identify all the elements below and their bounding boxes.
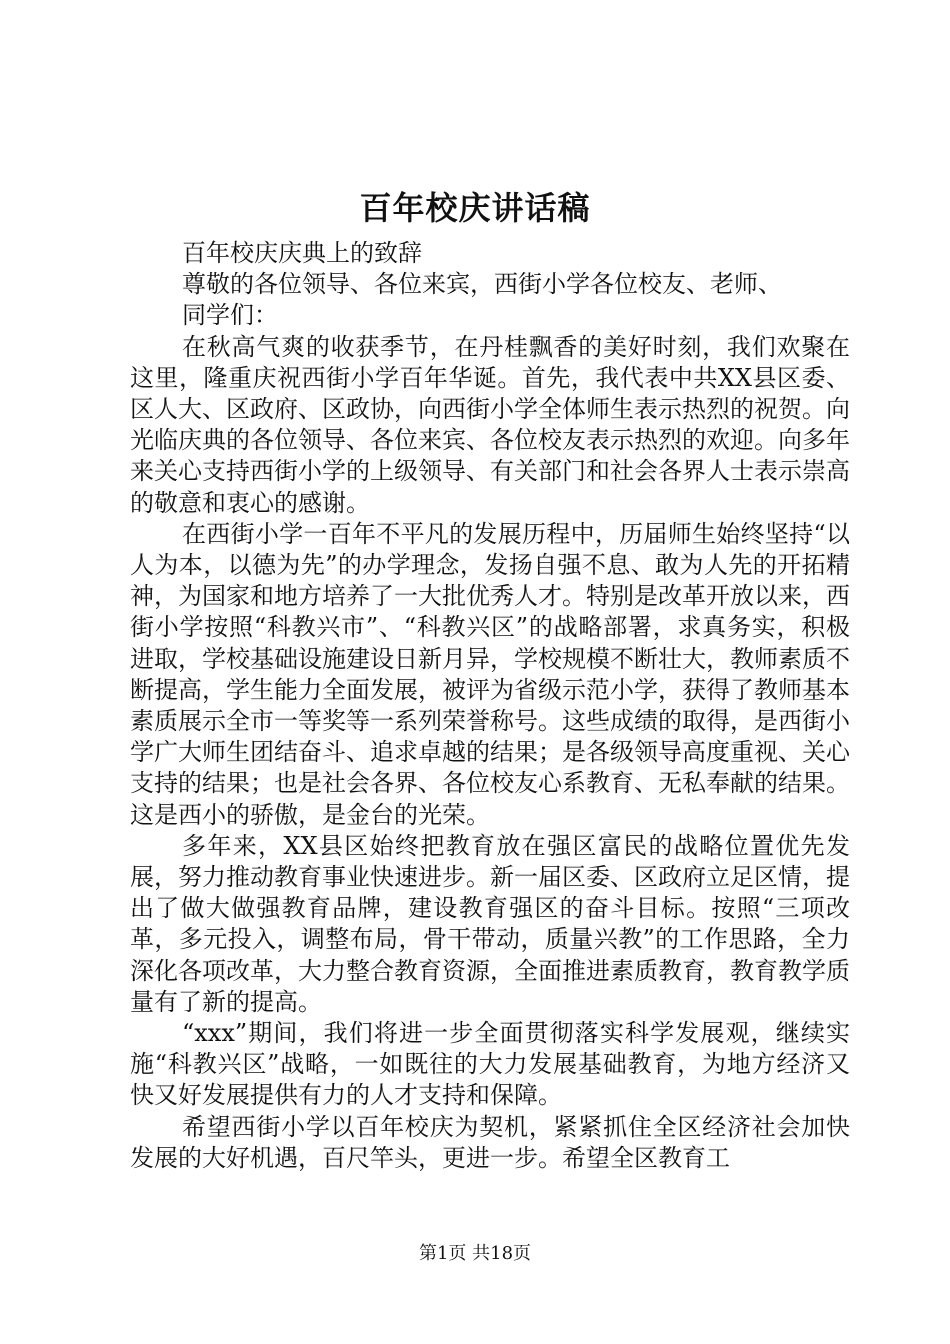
paragraph-hope: 希望西街小学以百年校庆为契机，紧紧抓住全区经济社会加快发展的大好机遇，百尺竿头，更进一步。希望全区教育工 <box>130 1112 850 1172</box>
document-title: 百年校庆讲话稿 <box>359 189 591 227</box>
paragraph-history: 在西街小学一百年不平凡的发展历程中，历届师生始终坚持“以人为本，以德为先”的办学理念，发扬自强不息、敢为人先的开拓精神，为国家和地方培养了一大批优秀人才。特别是改革开放以来，西街小学按照“科教兴市”、“科教兴区”的战略部署，求真务实，积极进取，学校基础设施建设日新月异，学校规模不断壮大，教师素质不断提高，学生能力全面发展，被评为省级示范小学，获得了教师基本素质展示全市一等奖等一系列荣誉称号。这些成绩的取得，是西街小学广大师生团结奋斗、追求卓越的结果；是各级领导高度重视、关心支持的结果；也是社会各界、各位校友心系教育、无私奉献的结果。这是西小的骄傲，是金台的光荣。 <box>130 519 850 829</box>
paragraph-salutation: 尊敬的各位领导、各位来宾，西街小学各位校友、老师、 <box>182 270 782 299</box>
paragraph-salutation-cont: 同学们： <box>182 301 278 330</box>
paragraph-opening: 在秋高气爽的收获季节，在丹桂飘香的美好时刻，我们欢聚在这里，隆重庆祝西街小学百年华诞。首先，我代表中共XX县区委、区人大、区政府、区政协，向西街小学全体师生表示热烈的祝贺。向光临庆典的各位领导、各位来宾、各位校友表示热烈的欢迎。向多年来关心支持西街小学的上级领导、有关部门和社会各界人士表示崇高的敬意和衷心的感谢。 <box>130 332 850 517</box>
page-footer: 第1页 共18页 <box>418 1243 532 1264</box>
paragraph-plan: “xxx”期间，我们将进一步全面贯彻落实科学发展观，继续实施“科教兴区”战略，一如既往的大力发展基础教育，为地方经济又快又好发展提供有力的人才支持和保障。 <box>130 1019 850 1110</box>
paragraph-district-education: 多年来，XX县区始终把教育放在强区富民的战略位置优先发展，努力推动教育事业快速进步。新一届区委、区政府立足区情，提出了做大做强教育品牌，建设教育强区的奋斗目标。按照“三项改革，多元投入，调整布局，骨干带动，质量兴教”的工作思路，全力深化各项改革，大力整合教育资源，全面推进素质教育，教育教学质量有了新的提高。 <box>130 831 850 1016</box>
paragraph-speech-heading: 百年校庆庆典上的致辞 <box>182 239 422 267</box>
document-body <box>130 238 850 1174</box>
